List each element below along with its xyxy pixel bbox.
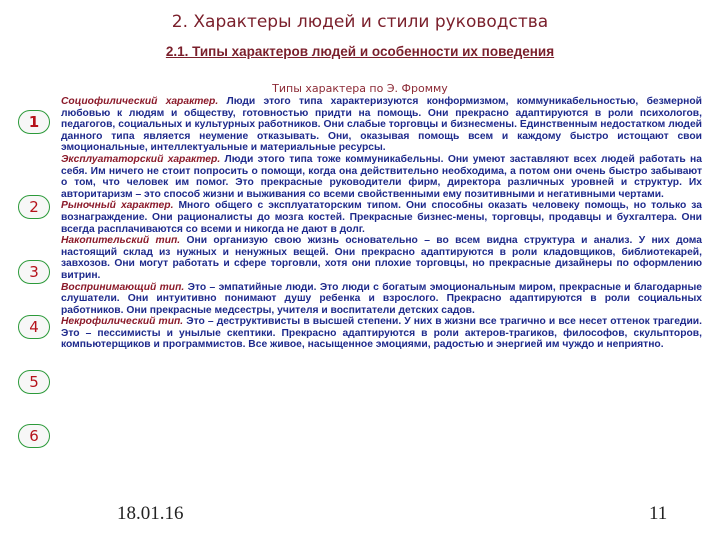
list-item: [61, 316, 702, 351]
list-item: [61, 154, 702, 200]
footer-date: 18.01.16: [117, 503, 184, 524]
item-term: Социофилический характер.: [61, 96, 219, 107]
list-item: [61, 282, 702, 317]
item-text: Это – эмпатийные люди. Это люди с богатым эмоциональным миром, прекрасные и благодарные слушатели. Они интуитивно понимают душу ребенка и взрослого. Прекрасно адаптируются в роли социальных работников. Они прекрасные медсестры, учителя и воспитатели детских садов.: [61, 281, 702, 316]
item-text: Много общего с эксплуататорским типом. Они способны оказать человеку помощь, но только за вознаграждение. Они рационалисты до мозга костей. Прекрасные бизнес-мены, торговцы, продавцы и бухгалтера. Они всегда расплачиваются со всеми и никогда не дают в долг.: [61, 200, 703, 235]
character-types-list: [61, 96, 702, 351]
number-badge-3: 3: [18, 260, 50, 284]
item-term: Накопительский тип.: [61, 235, 181, 247]
number-badge-5: 5: [18, 370, 50, 394]
subtitle-text: 2.1. Типы характеров людей и особенности их поведения: [165, 44, 555, 59]
number-badge-6: 6: [18, 424, 50, 448]
number-badge-1: 1: [18, 110, 50, 134]
item-text: Люди этого типа тоже коммуникабельны. Они умеют заставляют всех людей работать на себя. Им ничего не стоит попросить о помощи, когда она действительно необходима, а потом они очень быстро забывают о том, что человек им помог. Это прекрасные руководители фирм, директора различных уровней и структур. Их авторитаризм – это способ жизни и выживания со всеми свойственными ему позитивными и негативными чертами.: [61, 153, 702, 200]
number-badge-4: 4: [18, 315, 50, 339]
slide-title: 2. Характеры людей и стили руководства: [171, 12, 549, 32]
item-term: Рыночный характер.: [61, 200, 174, 212]
list-item: [61, 96, 702, 154]
slide-subtitle: [0, 44, 720, 59]
page-number: 11: [649, 503, 668, 524]
list-item: [61, 235, 702, 281]
item-text: Они организую свою жизнь основательно – во всем видна структура и анализ. У них дома настоящий склад из нужных и ненужных вещей. Они прекрасно адаптируются в роли кладовщиков, библиотекарей, завхозов. Они могут работать и сфере торговли, хотя они плохие торговцы, но прекрасные дизайнеры по оформлению витрин.: [61, 235, 703, 281]
item-text: Это – деструктивисты в высшей степени. У них в жизни все трагично и все несет оттенок трагедии. Это – пессимисты и унылые скептики. Прекрасно адаптируются в роли актеров-трагиков, философов, скульпторов, компьютерщиков и программистов. Все живое, насыщенное эмоциями, радостью и энергией им чуждо и неприятно.: [61, 316, 702, 351]
list-item: [61, 200, 702, 235]
item-term: Воспринимающий тип.: [61, 281, 185, 293]
number-badge-2: 2: [18, 195, 50, 219]
item-term: Эксплуататорский характер.: [61, 153, 221, 165]
item-term: Некрофилический тип.: [61, 316, 184, 328]
caption: Типы характера по Э. Фромму: [272, 82, 448, 95]
item-text: Люди этого типа характеризуются конформизмом, коммуникабельностью, безмерной любовью к людям и обществу, готовностью придти на помощь. Они прекрасно адаптируются в роли психологов, педагогов, социальных и культурных работников. Они слабые торговцы и бизнесмены. Единственным недостатком людей данного типа является неумение отказывать. Они, оказывая помощь всем и каждому быстро истощают свои эмоциональные, интеллектуальные и материальные ресурсы.: [61, 96, 702, 154]
